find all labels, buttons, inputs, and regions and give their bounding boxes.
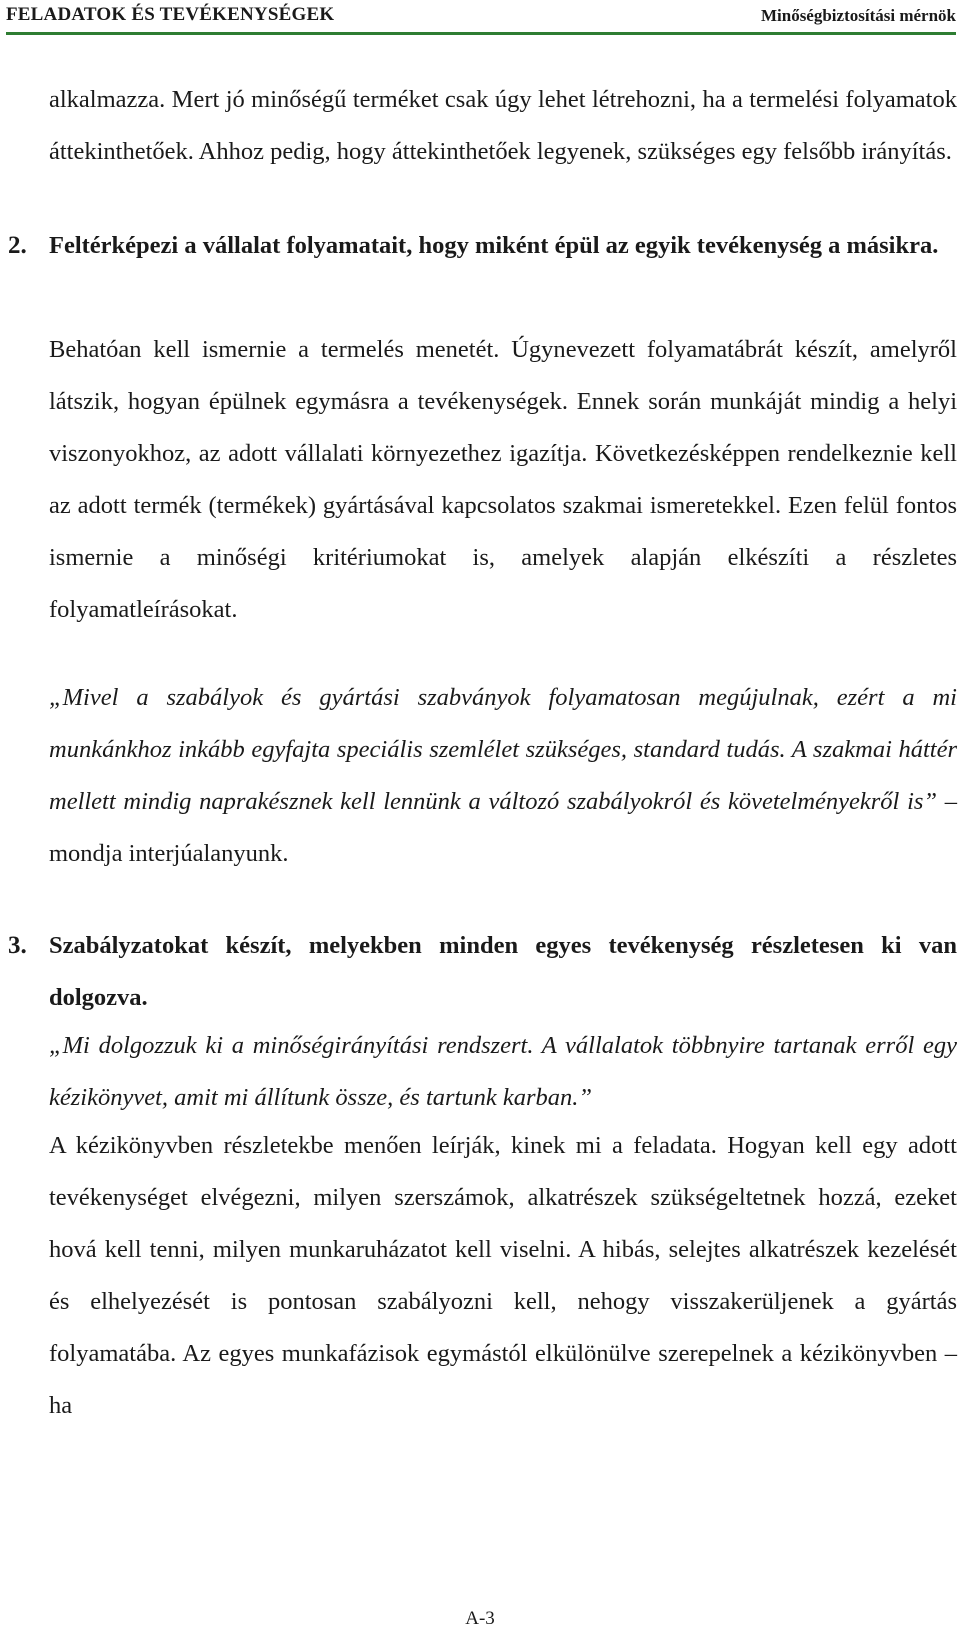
item-2-heading: Feltérképezi a vállalat folyamatait, hogy miként épül az egyik tevékenység a másikra.	[49, 232, 939, 259]
intro-paragraph: alkalmazza. Mert jó minőségű terméket csak úgy lehet létrehozni, ha a termelési folyamatok áttekinthetőek. Ahhoz pedig, hogy áttekinthetőek legyenek, szükséges egy felsőbb irányítás.	[49, 86, 957, 165]
item-3-paragraph: A kézikönyvben részletekbe menően leírják, kinek mi a feladata. Hogyan kell egy adott tevékenységet elvégezni, milyen szerszámok, alkatrészek szükségeltetnek hozzá, ezeket hová kell tenni, milyen munkaruházatot kell viselni. A hibás, selejtes alkatrészek kezelését és elhelyezését is pontosan szabályozni kell, nehogy visszakerüljenek a gyártás folyamatába. Az egyes munkafázisok egymástól elkülönülve szerepelnek a kézikönyvben – ha	[49, 1132, 957, 1419]
item-3-heading: Szabályzatokat készít, melyekben minden egyes tevékenység részletesen ki van dolgozva.	[49, 932, 957, 1011]
page-number: A-3	[465, 1608, 495, 1629]
page-header	[6, 4, 956, 35]
item-2-quote-attribution: – mondja interjúalanyunk.	[49, 788, 957, 867]
item-2-paragraph: Behatóan kell ismernie a termelés menetét. Úgynevezett folyamatábrát készít, amelyről látszik, hogyan épülnek egymásra a tevékenységek. Ennek során munkáját mindig a helyi viszonyokhoz, az adott vállalati környezethez igazítja. Következésképpen rendelkeznie kell az adott termék (termékek) gyártásával kapcsolatos szakmai ismeretekkel. Ezen felül fontos ismernie a minőségi kritériumokat is, amelyek alapján elkészíti a részletes folyamatleírásokat.	[49, 336, 957, 623]
item-2-quote-block	[49, 672, 957, 880]
item-3-quote: „Mi dolgozzuk ki a minőségirányítási rendszert. A vállalatok többnyire tartanak erről egy kézikönyvet, amit mi állítunk össze, és tartunk karban.”	[49, 1032, 957, 1111]
item-2-number: 2.	[8, 232, 27, 259]
item-3-number: 3.	[8, 932, 27, 959]
header-profession-title: Minőségbiztosítási mérnök	[760, 6, 956, 25]
item-2-quote: „Mivel a szabályok és gyártási szabványok folyamatosan megújulnak, ezért a mi munkánkhoz inkább egyfajta speciális szemlélet szükséges, standard tudás. A szakmai háttér mellett mindig naprakésznek kell lennünk a változó szabályokról és követelményekről is”	[49, 684, 957, 815]
header-section-title: FELADATOK ÉS TEVÉKENYSÉGEK	[6, 4, 335, 25]
